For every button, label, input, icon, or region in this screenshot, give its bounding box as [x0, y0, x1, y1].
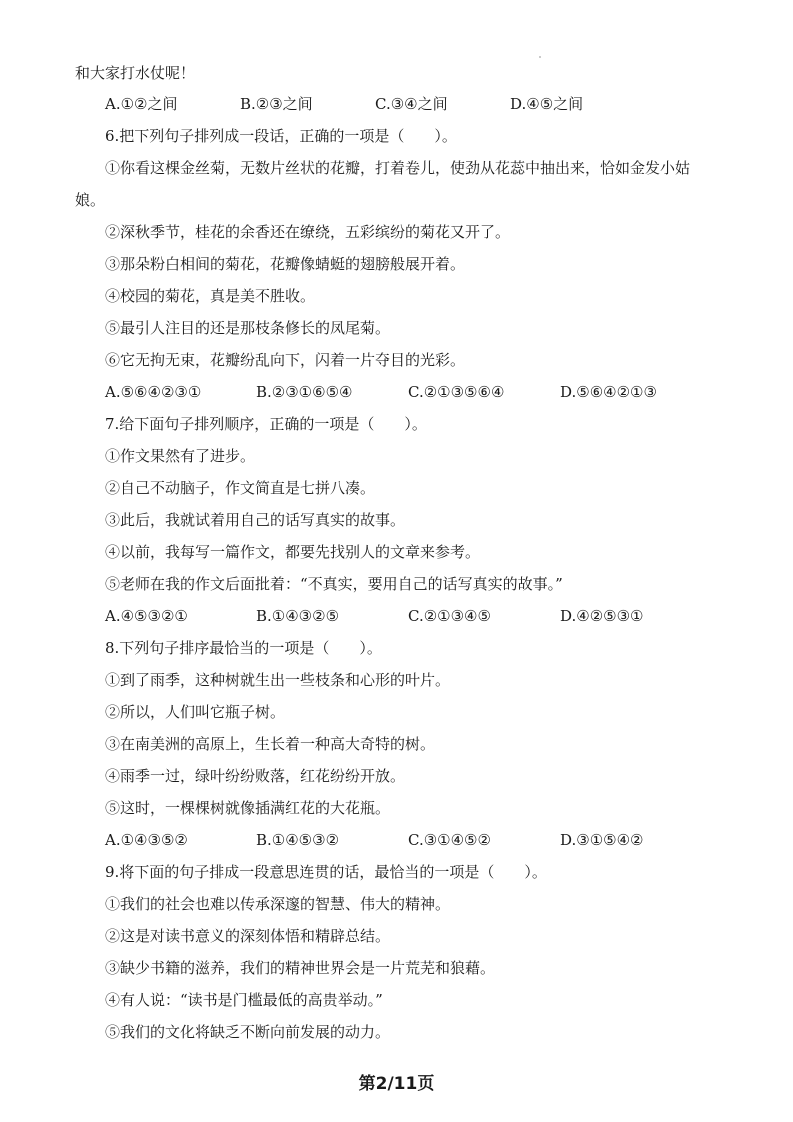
sentence: ⑤最引人注目的还是那枝条修长的凤尾菊。: [105, 319, 391, 337]
sentence: ⑤我们的文化将缺乏不断向前发展的动力。: [105, 1023, 391, 1041]
sentence: ③缺少书籍的滋养，我们的精神世界会是一片荒芜和狼藉。: [105, 959, 496, 977]
sentence: ①作文果然有了进步。: [105, 447, 256, 465]
sentence: ②自己不动脑子，作文简直是七拼八凑。: [105, 479, 376, 497]
sentence: ③此后，我就试着用自己的话写真实的故事。: [105, 511, 406, 529]
sentence: ⑤这时，一棵棵树就像插满红花的大花瓶。: [105, 799, 391, 817]
option-b: B.①④③②⑤: [256, 607, 340, 625]
sentence: ⑤老师在我的作文后面批着：“不真实，要用自己的话写真实的故事。”: [105, 575, 563, 593]
option-a: A.①④③⑤②: [105, 831, 188, 849]
sentence: ③那朵粉白相间的菊花，花瓣像蜻蜓的翅膀般展开着。: [105, 255, 466, 273]
question-stem: 6.把下列句子排列成一段话，正确的一项是（ ）。: [105, 127, 457, 145]
sentence: ⑥它无拘无束，花瓣纷乱向下，闪着一片夺目的光彩。: [105, 351, 466, 369]
sentence: ④校园的菊花，真是美不胜收。: [105, 287, 316, 305]
question-stem: 7.给下面句子排列顺序，正确的一项是（ ）。: [105, 415, 427, 433]
option-c: C.③①④⑤②: [408, 831, 491, 849]
option-a: A.④⑤③②①: [105, 607, 188, 625]
option-d: D.④②⑤③①: [560, 607, 644, 625]
sentence: ②这是对读书意义的深刻体悟和精辟总结。: [105, 927, 391, 945]
sentence: ②所以，人们叫它瓶子树。: [105, 703, 286, 721]
sentence: ①我们的社会也难以传承深邃的智慧、伟大的精神。: [105, 895, 451, 913]
option-c: C.③④之间: [375, 95, 448, 113]
sentence: ①到了雨季，这种树就生出一些枝条和心形的叶片。: [105, 671, 451, 689]
sentence-continuation: 娘。: [75, 191, 106, 209]
option-c: C.②①③⑤⑥④: [408, 383, 505, 401]
sentence: ④以前，我每写一篇作文，都要先找别人的文章来参考。: [105, 543, 481, 561]
sentence: ④有人说：“读书是门槛最低的高贵举动。”: [105, 991, 383, 1009]
text-line: 和大家打水仗呢！: [75, 64, 196, 82]
option-a: A.①②之间: [105, 95, 178, 113]
option-d: D.⑤⑥④②①③: [560, 383, 657, 401]
option-b: B.②③之间: [240, 95, 313, 113]
question-stem: 8.下列句子排序最恰当的一项是（ ）。: [105, 639, 382, 657]
option-d: D.④⑤之间: [510, 95, 584, 113]
option-a: A.⑤⑥④②③①: [105, 383, 202, 401]
sentence: ④雨季一过，绿叶纷纷败落，红花纷纷开放。: [105, 767, 406, 785]
sentence: ③在南美洲的高原上，生长着一种高大奇特的树。: [105, 735, 436, 753]
sentence: ②深秋季节，桂花的余香还在缭绕，五彩缤纷的菊花又开了。: [105, 223, 511, 241]
option-b: B.②③①⑥⑤④: [256, 383, 353, 401]
page-number: 第2/11页: [358, 1074, 435, 1094]
option-d: D.③①⑤④②: [560, 831, 644, 849]
scan-speck: [539, 56, 541, 58]
option-b: B.①④⑤③②: [256, 831, 340, 849]
question-stem: 9.将下面的句子排成一段意思连贯的话，最恰当的一项是（ ）。: [105, 863, 547, 881]
sentence: ①你看这棵金丝菊，无数片丝状的花瓣，打着卷儿，使劲从花蕊中抽出来，恰如金发小姑: [105, 159, 691, 177]
option-c: C.②①③④⑤: [408, 607, 491, 625]
